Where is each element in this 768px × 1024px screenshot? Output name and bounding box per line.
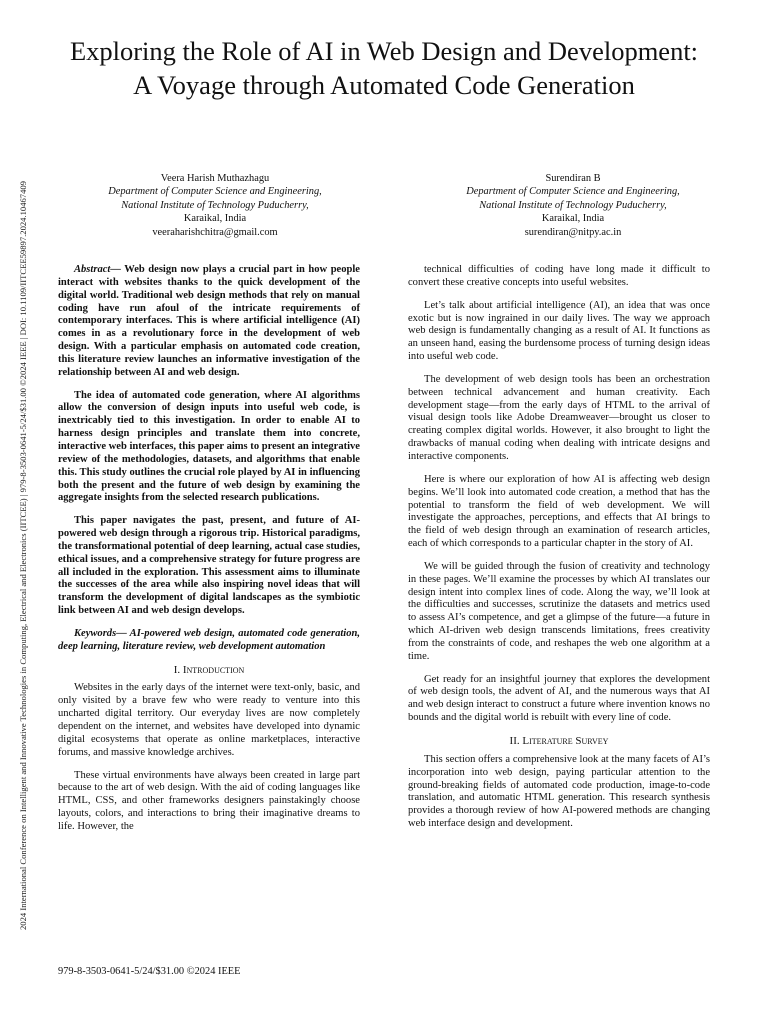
- abstract-paragraph-3: This paper navigates the past, present, and future of AI-powered web design through a rigorous trip. Historical paradigms, the transformational potential of deep learning, actual case studies, ethical issues, and a comprehensive strategy for future progress are all included in the exploration. This assessment aims to illuminate the successes of the area while also inspiring novel ideas that will transform the development of digital landscapes as the symbiotic link between AI and web design develops.: [58, 515, 360, 617]
- section-heading-introduction: I. Introduction: [173, 663, 245, 676]
- author-name: Veera Harish Muthazhagu: [160, 173, 270, 184]
- intro-paragraph-2: These virtual environments have always been created in large part because to the art of web design. With the aid of coding languages like HTML, CSS, and other frameworks designers painstakingly choose layouts, colors, and interactions to bring their imaginative dreams to life. However, the: [58, 769, 360, 832]
- author-block-1: [65, 172, 365, 239]
- paper-title: Exploring the Role of AI in Web Design and Development: A Voyage through Automated Code Generation: [69, 36, 699, 100]
- page-footer: 979-8-3503-0641-5/24/$31.00 ©2024 IEEE: [58, 966, 241, 977]
- author-name: Surendiran B: [545, 173, 601, 184]
- right-column: [408, 264, 710, 841]
- intro-paragraph-7: Get ready for an insightful journey that explores the development of web design tools, the advent of AI, and the numerous ways that AI and web design interact to construct a future where invention knows no bounds and the digital world is rebuilt with every line of code.: [408, 673, 710, 724]
- abstract-label: Abstract—: [74, 264, 121, 275]
- keywords: [58, 628, 360, 654]
- conference-sidebar: [10, 86, 26, 940]
- keywords-text: AI-powered web design, automated code generation, deep learning, literature review, web development automation: [58, 627, 360, 652]
- keywords-label: Keywords—: [74, 627, 127, 639]
- author-block-2: [423, 172, 723, 239]
- intro-paragraph-6: We will be guided through the fusion of creativity and technology in these pages. We’ll examine the processes by which AI translates our design intent into complex lines of code. Along the way, we’ll look at the difficulties and successes, scrutinize the datasets and metrics used to assess AI’s competence, and get a glimpse of the future—a future in which AI-driven web design transcends limitations, frees creativity from the constraints of code, and reshapes the web one algorithm at a time.: [408, 560, 710, 662]
- left-column: [58, 264, 360, 844]
- literature-paragraph-1: This section offers a comprehensive look at the many facets of AI’s incorporation into web design, paying particular attention to the ground-breaking fields of automated code production, image-to-code translation, and automatic HTML generation. This research synthesis provides a thorough review of how AI-powered methods are changing web interface design and development.: [408, 753, 710, 830]
- abstract-paragraph-2: The idea of automated code generation, where AI algorithms allow the conversion of design inputs into useful web code, is inextricably tied to this investigation. In order to enable AI to harness design principles and translate them into concrete, interactive web interfaces, this paper aims to present an integrative review of the methodologies, datasets, and algorithms that enable this. This study outlines the crucial role played by AI in influencing both the present and the future of web design by examining the aggregate insights from the selected research publications.: [58, 389, 360, 504]
- intro-paragraph-4: The development of web design tools has been an orchestration between technical advancement and human creativity. Each development stage—from the early days of HTML to the arrival of visual design tools like Adobe Dreamweaver—brought us closer to creating complex digital worlds. However, it also brought to light the drawbacks of manual coding when dealing with intricate designs and interactive components.: [408, 373, 710, 462]
- author-department: Department of Computer Science and Engineering,: [108, 186, 322, 198]
- author-email: surendiran@nitpy.ac.in: [524, 226, 622, 238]
- conference-sidebar-text: 2024 International Conference on Intelligent and Innovative Technologies in Computing, Electrical and Electronics (IITCEE) | 979-8-3503-0641-5/24/$31.00 ©2024 IEEE | DOI: 10.1109/IITCEE59897.2024.10467409: [18, 181, 28, 930]
- author-location: Karaikal, India: [541, 213, 605, 225]
- abstract-paragraph-1: [58, 264, 360, 380]
- author-email: veeraharishchitra@gmail.com: [152, 226, 278, 238]
- intro-paragraph-continued: technical difficulties of coding have long made it difficult to convert these creative concepts into useful websites.: [408, 264, 710, 288]
- section-heading-literature-survey: II. Literature Survey: [509, 735, 609, 747]
- author-location: Karaikal, India: [183, 213, 247, 225]
- abstract-text: Web design now plays a crucial part in how people interact with websites thanks to the quick development of the digital world. Traditional web design methods that rely on manual coding have run afoul of the intricate requirements of contemporary interfaces. This is where artificial intelligence (AI) comes in as a revolutionary force in the development of web design. With a particular emphasis on automated code creation, this literature review launches an informative investigation of the relationship between AI and web design.: [58, 264, 360, 378]
- intro-paragraph-3: Let’s talk about artificial intelligence (AI), an idea that was once exotic but is now ingrained in our daily lives. The way we approach web design is fundamentally changing as a result of AI. It functions as an unseen hand, easing the burdensome process of turning design ideas into useful web code.: [408, 299, 710, 363]
- intro-paragraph-1: Websites in the early days of the internet were text-only, basic, and only visited by a brave few who were ready to venture into this uncharted digital territory. Our everyday lives are now completely dependent on the internet, and websites have developed into dynamic digital ecosystems that operate as online marketplaces, interactive forums, and massive knowledge archives.: [58, 682, 360, 758]
- intro-paragraph-5: Here is where our exploration of how AI is affecting web design begins. We’ll look into automated code creation, a method that has the potential to transform the field of web development. We will investigate the approaches, perceptions, and effects that AI brings to the field of web design through an examination of research articles, each of which corresponds to a particular chapter in the story of AI.: [408, 473, 710, 550]
- author-institution: National Institute of Technology Puducherry,: [121, 199, 309, 211]
- author-department: Department of Computer Science and Engineering,: [466, 186, 680, 198]
- author-institution: National Institute of Technology Puducherry,: [479, 199, 667, 211]
